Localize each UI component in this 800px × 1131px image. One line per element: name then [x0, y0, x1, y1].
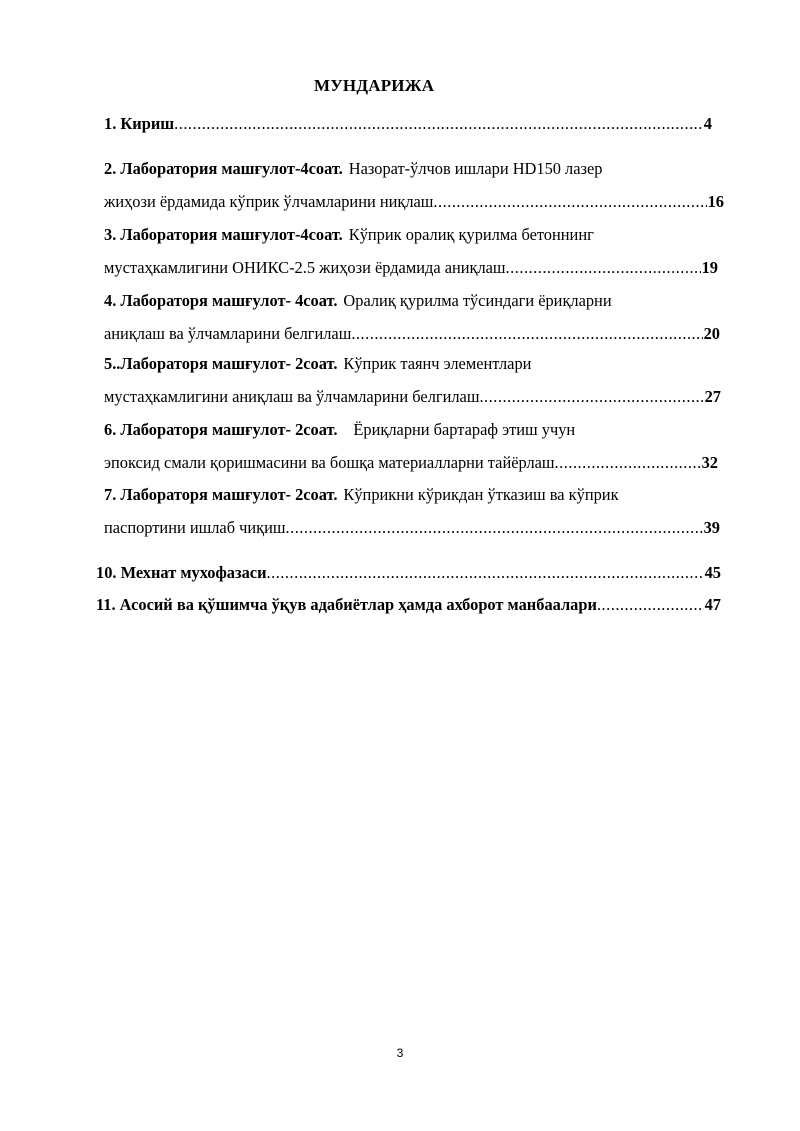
toc-entry-6[interactable]	[104, 413, 718, 479]
toc-entry-text: мустаҳкамлигини ОНИКС-2.5 жиҳози ёрдамида аниқлаш	[104, 258, 506, 277]
dot-leader	[267, 556, 704, 589]
toc-entry-text: Кўприк оралиқ қурилма бетоннинг	[348, 225, 594, 244]
toc-entry-text: эпоксид смали қоришмасини ва бошқа материалларни тайёрлаш	[104, 453, 555, 472]
toc-entry-text: паспортини ишлаб чиқиш	[104, 518, 286, 537]
toc-entry-page: 45	[704, 563, 721, 582]
toc-entry-11[interactable]	[96, 588, 721, 621]
toc-entry-label: 5..Лабораторя машғулот- 2соат.	[104, 354, 338, 373]
toc-entry-page: 20	[703, 324, 720, 343]
toc-entry-10[interactable]	[96, 556, 721, 589]
toc-entry-page: 47	[704, 595, 721, 614]
toc-entry-page: 39	[703, 518, 720, 537]
toc-entry-page: 16	[707, 192, 724, 211]
toc-entry-text: Кўприк таянч элементлари	[343, 354, 532, 373]
toc-entry-text: Назорат-ўлчов ишлари HD150 лазер	[348, 159, 603, 178]
toc-entry-label: 4. Лабораторя машғулот- 4соат.	[104, 291, 338, 310]
toc-entry-text: Кўприкни кўрикдан ўтказиш ва кўприк	[343, 485, 619, 504]
toc-entry-5[interactable]	[104, 347, 721, 413]
dot-leader	[597, 588, 704, 621]
toc-entry-label: 3. Лаборатория машғулот-4соат.	[104, 225, 343, 244]
toc-entry-text: Оралиқ қурилма тўсиндаги ёриқларни	[343, 291, 612, 310]
toc-entry-label: 6. Лабораторя машғулот- 2соат.	[104, 420, 338, 439]
toc-entry-page: 32	[701, 453, 718, 472]
toc-entry-label: 1. Кириш	[104, 114, 175, 133]
toc-entry-page: 19	[701, 258, 718, 277]
toc-entry-label: 2. Лаборатория машғулот-4соат.	[104, 159, 343, 178]
dot-leader	[555, 446, 701, 479]
toc-entry-text: мустаҳкамлигини аниқлаш ва ўлчамларини белгилаш	[104, 387, 480, 406]
dot-leader	[506, 251, 701, 284]
toc-entry-4[interactable]	[104, 284, 720, 350]
toc-entry-label: 11. Асосий ва қўшимча ўқув адабиётлар ҳамда ахборот манбаалари	[96, 595, 597, 614]
toc-entry-text: Ёриқларни бартараф этиш учун	[353, 420, 576, 439]
toc-entry-label: 7. Лабораторя машғулот- 2соат.	[104, 485, 338, 504]
toc-entry-7[interactable]	[104, 478, 720, 544]
toc-entry-1[interactable]	[104, 107, 712, 140]
toc-entry-label: 10. Мехнат мухофазаси	[96, 563, 267, 582]
toc-entry-page: 4	[703, 114, 712, 133]
toc-entry-page: 27	[704, 387, 721, 406]
dot-leader	[351, 317, 702, 350]
dot-leader	[174, 107, 703, 140]
dot-leader	[479, 380, 703, 413]
toc-entry-text: жиҳози ёрдамида кўприк ўлчамларини ниқлаш	[104, 192, 434, 211]
toc-entry-text: аниқлаш ва ўлчамларини белгилаш	[104, 324, 352, 343]
toc-entry-2[interactable]	[104, 152, 724, 218]
dot-leader	[433, 185, 706, 218]
toc-entry-3[interactable]	[104, 218, 718, 284]
page-title: МУНДАРИЖА	[314, 76, 435, 95]
page-number: 3	[396, 1046, 404, 1060]
dot-leader	[286, 511, 703, 544]
